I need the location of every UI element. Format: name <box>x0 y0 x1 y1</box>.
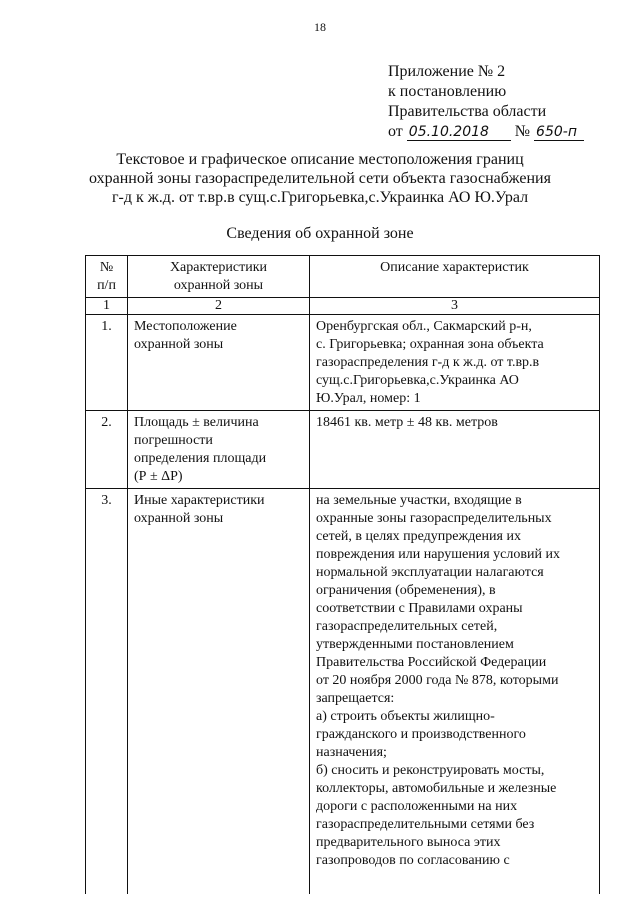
text-line: б) сносить и реконструировать мосты, <box>316 763 545 778</box>
text-line: охранной зоны <box>134 337 224 352</box>
title-line: г-д к ж.д. от т.вр.в сущ.с.Григорьевка,с.Украинка АО Ю.Урал <box>111 189 529 206</box>
protection-zone-table <box>85 255 600 894</box>
header-characteristics-line: охранной зоны <box>173 278 264 293</box>
text-line: Площадь ± величина <box>134 415 259 430</box>
date-prefix: от <box>388 123 403 140</box>
text-line: сущ.с.Григорьевка,с.Украинка АО <box>316 373 519 388</box>
document-title <box>80 150 560 207</box>
text-line: нормальной эксплуатации налагаются <box>316 565 544 580</box>
text-line: газораспределения г-д к ж.д. от т.вр.в <box>316 355 540 370</box>
text-line: газораспределительными сетями без <box>316 817 535 832</box>
number-prefix: № <box>514 123 531 140</box>
text-line: сетей, в целях предупреждения их <box>316 529 521 544</box>
header-number-line: № <box>99 260 114 275</box>
text-line: а) строить объекты жилищно- <box>316 709 495 724</box>
text-line: (Р ± ΔР) <box>134 469 183 484</box>
header-description: Описание характеристик <box>310 256 600 298</box>
text-line: Местоположение <box>134 319 237 334</box>
row-characteristic <box>128 315 310 411</box>
header-number <box>86 256 128 298</box>
appendix-line-government: Правительства области <box>388 103 547 120</box>
header-number-line: п/п <box>97 278 116 293</box>
row-characteristic <box>128 489 310 895</box>
text-line: назначения; <box>316 745 387 760</box>
text-line: погрешности <box>134 433 213 448</box>
text-line: Иные характеристики <box>134 493 265 508</box>
text-line: определения площади <box>134 451 267 466</box>
handwritten-date: 05.10.2018 <box>407 125 511 141</box>
text-line: Правительства Российской Федерации <box>316 655 547 670</box>
appendix-date-line <box>388 122 584 142</box>
row-number: 2. <box>86 411 128 489</box>
header-characteristics <box>128 256 310 298</box>
row-number: 1. <box>86 315 128 411</box>
appendix-block <box>388 62 584 142</box>
text-line: от 20 ноября 2000 года № 878, которыми <box>316 673 559 688</box>
text-line: Ю.Урал, номер: 1 <box>316 391 421 406</box>
table-header-row <box>86 256 600 298</box>
handwritten-number: 650-п <box>534 125 584 141</box>
title-line: охранной зоны газораспределительной сети объекта газоснабжения <box>89 170 551 187</box>
text-line: гражданского и производственного <box>316 727 526 742</box>
row-characteristic <box>128 411 310 489</box>
text-line: коллекторы, автомобильные и железные <box>316 781 557 796</box>
column-number: 1 <box>86 298 128 315</box>
text-line: на земельные участки, входящие в <box>316 493 522 508</box>
text-line: с. Григорьевка; охранная зона объекта <box>316 337 544 352</box>
text-line: охранной зоны <box>134 511 224 526</box>
table-row <box>86 489 600 895</box>
text-line: газораспределительных сетей, <box>316 619 498 634</box>
header-characteristics-line: Характеристики <box>169 260 268 275</box>
text-line: ограничения (обременения), в <box>316 583 496 598</box>
text-line: газопроводов по согласованию с <box>316 853 510 868</box>
row-description <box>310 411 600 489</box>
row-number: 3. <box>86 489 128 895</box>
page-number: 18 <box>314 20 326 34</box>
row-description <box>310 315 600 411</box>
column-number: 2 <box>128 298 310 315</box>
column-number: 3 <box>310 298 600 315</box>
table-row <box>86 411 600 489</box>
text-line: дороги с расположенными на них <box>316 799 518 814</box>
section-title: Сведения об охранной зоне <box>226 225 414 242</box>
text-line: соответствии с Правилами охраны <box>316 601 523 616</box>
text-line: 18461 кв. метр ± 48 кв. метров <box>316 415 498 430</box>
text-line: повреждения или нарушения условий их <box>316 547 560 562</box>
title-line: Текстовое и графическое описание местоположения границ <box>116 151 524 168</box>
text-line: Оренбургская обл., Сакмарский р-н, <box>316 319 532 334</box>
text-line: утвержденными постановлением <box>316 637 514 652</box>
text-line: запрещается: <box>316 691 395 706</box>
text-line: охранные зоны газораспределительных <box>316 511 552 526</box>
column-number-row <box>86 298 600 315</box>
table-row <box>86 315 600 411</box>
appendix-title: Приложение № 2 <box>388 63 506 80</box>
appendix-line-decree: к постановлению <box>388 83 507 100</box>
row-description <box>310 489 600 895</box>
text-line: предварительного выноса этих <box>316 835 501 850</box>
